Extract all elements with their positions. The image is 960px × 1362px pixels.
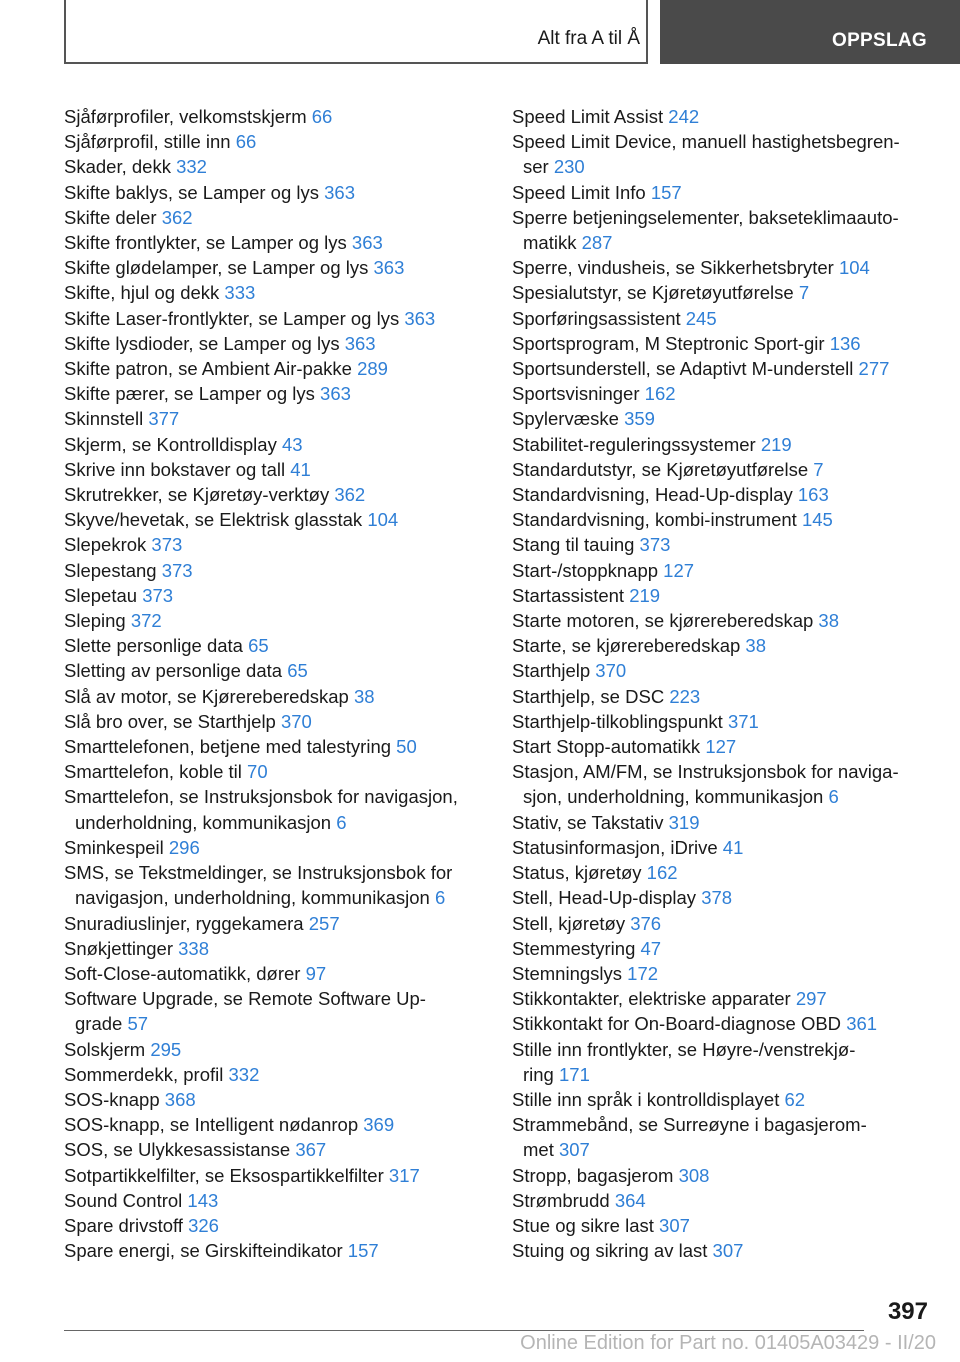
index-column-left: [64, 104, 484, 1263]
index-entry: [512, 860, 932, 885]
index-term: Skifte frontlykter, se Lamper og lys: [64, 232, 347, 254]
index-term: Skyve/hevetak, se Elektrisk glasstak: [64, 509, 363, 531]
page-reference-link[interactable]: 307: [712, 1240, 744, 1262]
index-entry: [512, 1188, 932, 1213]
index-term: Start-/stoppknapp: [512, 559, 659, 581]
index-entry: [512, 709, 932, 734]
index-term: Sjåførprofiler, velkomstskjerm: [64, 106, 307, 127]
index-entry: [512, 205, 932, 255]
page-reference-link[interactable]: 6: [828, 786, 839, 808]
page-reference-link[interactable]: 371: [727, 710, 759, 732]
index-entry: [64, 1213, 484, 1238]
page-reference-link[interactable]: 370: [595, 660, 627, 682]
index-entry: [64, 835, 484, 860]
page-reference-link[interactable]: 363: [344, 332, 376, 354]
index-term: Standardvisning, Head-Up-display: [512, 484, 793, 506]
index-entry: [512, 936, 932, 961]
index-term: Smarttelefon, se Instruksjonsbok for navigasjon, underholdning, kommunikasjon: [64, 786, 458, 833]
index-entry: [64, 129, 484, 154]
index-entry: [64, 1112, 484, 1137]
index-term: SMS, se Tekstmeldinger, se Instruksjonsbok for navigasjon, underholdning, kommunikasjon: [64, 862, 453, 909]
index-entry: [512, 986, 932, 1011]
page-reference-link[interactable]: 62: [784, 1088, 806, 1110]
page-reference-link[interactable]: 373: [151, 534, 183, 556]
index-term: Statusinformasjon, iDrive: [512, 836, 718, 858]
index-entry: [512, 331, 932, 356]
page-reference-link[interactable]: 359: [624, 408, 655, 430]
page-reference-link[interactable]: 104: [367, 509, 399, 531]
index-term: Skifte baklys, se Lamper og lys: [64, 181, 319, 203]
index-term: Status, kjøretøy: [512, 862, 642, 884]
index-term: Stabilitet-reguleringssystemer: [512, 433, 756, 455]
page-reference-link[interactable]: 369: [363, 1114, 395, 1136]
index-entry: [512, 406, 932, 431]
index-entry: [64, 1163, 484, 1188]
index-entry: [512, 104, 932, 129]
index-entry: [64, 1238, 484, 1263]
index-entry: [64, 961, 484, 986]
index-entry: [64, 986, 484, 1036]
page-reference-link[interactable]: 145: [801, 509, 833, 531]
index-entry: [512, 759, 932, 809]
index-entry: [512, 280, 932, 305]
index-term: Stell, kjøretøy: [512, 912, 626, 934]
index-entry: [512, 734, 932, 759]
index-term: Solskjerm: [64, 1038, 146, 1060]
page-reference-link[interactable]: 219: [760, 433, 792, 455]
page-reference-link[interactable]: 332: [228, 1063, 260, 1085]
index-entry: [512, 532, 932, 557]
page-reference-link[interactable]: 277: [858, 358, 890, 380]
page-reference-link[interactable]: 66: [311, 106, 333, 127]
index-entry: [512, 633, 932, 658]
index-term: Sjåførprofil, stille inn: [64, 131, 231, 153]
page-reference-link[interactable]: 373: [161, 559, 193, 581]
page-reference-link[interactable]: 70: [247, 761, 268, 783]
footer-divider: [64, 1330, 864, 1331]
page-reference-link[interactable]: 136: [829, 332, 861, 354]
page-reference-link[interactable]: 361: [846, 1013, 878, 1035]
index-entry: [512, 1163, 932, 1188]
page-reference-link[interactable]: 97: [305, 962, 327, 984]
index-term: Speed Limit Info: [512, 181, 646, 203]
index-entry: [64, 1037, 484, 1062]
page-reference-link[interactable]: 242: [668, 106, 700, 127]
index-term: Spesialutstyr, se Kjøretøyutførelse: [512, 282, 794, 304]
index-term: Starthjelp: [512, 660, 591, 682]
index-term: Skjerm, se Kontrolldisplay: [64, 433, 277, 455]
page-reference-link[interactable]: 157: [650, 181, 682, 203]
index-entry: [512, 608, 932, 633]
page-number: 397: [887, 1298, 928, 1325]
page-reference-link[interactable]: 41: [290, 458, 311, 480]
index-term: Snøkjettinger: [64, 937, 173, 959]
page-reference-link[interactable]: 332: [176, 156, 207, 178]
index-entry: [512, 482, 932, 507]
page-reference-link[interactable]: 143: [187, 1189, 219, 1211]
index-entry: [512, 432, 932, 457]
index-entry: [64, 104, 484, 129]
index-term: Stille inn språk i kontrolldisplayet: [512, 1088, 780, 1110]
index-term: Stang til tauing: [512, 534, 635, 556]
index-entry: [512, 911, 932, 936]
index-entry: [512, 306, 932, 331]
index-entry: [64, 507, 484, 532]
index-entry: [64, 482, 484, 507]
page-reference-link[interactable]: 377: [148, 408, 180, 430]
index-entry: [64, 936, 484, 961]
index-term: Sportsunderstell, se Adaptivt M-understell: [512, 358, 854, 380]
page-reference-link[interactable]: 373: [142, 584, 174, 606]
index-term: Speed Limit Device, manuell hastighetsbegren- ser: [512, 131, 900, 178]
index-term: Stell, Head-Up-display: [512, 887, 697, 909]
index-entry: [64, 280, 484, 305]
index-entry: [64, 356, 484, 381]
index-term: Stasjon, AM/FM, se Instruksjonsbok for naviga- sjon, underholdning, kommunikasjon: [512, 761, 899, 808]
page-reference-link[interactable]: 65: [248, 635, 269, 657]
page-reference-link[interactable]: 367: [295, 1139, 327, 1161]
index-term: Skifte Laser-frontlykter, se Lamper og lys: [64, 307, 400, 329]
index-entry: [64, 1137, 484, 1162]
page-reference-link[interactable]: 364: [614, 1189, 646, 1211]
page-reference-link[interactable]: 6: [434, 887, 446, 909]
page-reference-link[interactable]: 333: [224, 282, 256, 304]
page-reference-link[interactable]: 287: [581, 232, 613, 254]
index-entry: [512, 1112, 932, 1162]
page-reference-link[interactable]: 104: [838, 257, 870, 279]
index-term: Slette personlige data: [64, 635, 243, 657]
index-entry: [64, 331, 484, 356]
index-term: Skrive inn bokstaver og tall: [64, 458, 286, 480]
index-entry: [64, 911, 484, 936]
index-entry: [512, 810, 932, 835]
page-reference-link[interactable]: 362: [161, 206, 193, 228]
page-reference-link[interactable]: 308: [678, 1164, 710, 1186]
page-reference-link[interactable]: 245: [685, 307, 717, 329]
index-entry: [64, 306, 484, 331]
index-term: Stuing og sikring av last: [512, 1240, 708, 1262]
index-entry: [64, 230, 484, 255]
index-term: Standardutstyr, se Kjøretøyutførelse: [512, 458, 809, 480]
index-entry: [64, 734, 484, 759]
page-reference-link[interactable]: 373: [639, 534, 671, 556]
index-entry: [512, 583, 932, 608]
index-term: Sound Control: [64, 1189, 183, 1211]
index-entry: [64, 633, 484, 658]
index-term: Stropp, bagasjerom: [512, 1164, 674, 1186]
index-entry: [512, 558, 932, 583]
index-term: Slepestang: [64, 559, 157, 581]
page-reference-link[interactable]: 372: [130, 610, 162, 632]
page-reference-link[interactable]: 127: [705, 736, 737, 758]
index-term: Starthjelp, se DSC: [512, 685, 665, 707]
index-term: Skrutrekker, se Kjøretøy-verktøy: [64, 484, 330, 506]
page-reference-link[interactable]: 317: [388, 1164, 420, 1186]
index-entry: [512, 961, 932, 986]
index-entry: [512, 1213, 932, 1238]
section-tab[interactable]: OPPSLAG: [660, 0, 960, 64]
index-term: Sperre, vindusheis, se Sikkerhetsbryter: [512, 257, 834, 279]
index-term: Stativ, se Takstativ: [512, 811, 664, 833]
page-reference-link[interactable]: 295: [150, 1038, 182, 1060]
index-term: Skifte lysdioder, se Lamper og lys: [64, 332, 340, 354]
index-term: Skifte patron, se Ambient Air-pakke: [64, 358, 352, 380]
page-reference-link[interactable]: 57: [127, 1013, 149, 1035]
index-entry: [512, 684, 932, 709]
index-term: Sotpartikkelfilter, se Eksospartikkelfilter: [64, 1164, 384, 1186]
index-entry: [512, 255, 932, 280]
page-reference-link[interactable]: 363: [320, 383, 351, 405]
index-entry: [512, 1037, 932, 1087]
index-term: Skader, dekk: [64, 156, 171, 178]
index-entry: [64, 709, 484, 734]
index-entry: [64, 381, 484, 406]
index-term: Sperre betjeningselementer, bakseteklimaauto- matikk: [512, 206, 899, 254]
index-term: Starte, se kjørereberedskap: [512, 635, 741, 657]
page-reference-link[interactable]: 163: [797, 484, 829, 506]
index-entry: [64, 583, 484, 608]
index-entry: [512, 835, 932, 860]
index-entry: [64, 684, 484, 709]
page-reference-link[interactable]: 219: [629, 584, 661, 606]
index-term: Start Stopp-automatikk: [512, 736, 701, 758]
index-term: Slå av motor, se Kjørereberedskap: [64, 685, 349, 707]
index-term: Slå bro over, se Starthjelp: [64, 710, 276, 732]
index-term: Skinnstell: [64, 408, 144, 430]
index-term: Stikkontakter, elektriske apparater: [512, 988, 791, 1010]
index-term: Speed Limit Assist: [512, 106, 664, 127]
page-reference-link[interactable]: 127: [663, 559, 695, 581]
page-reference-link[interactable]: 307: [558, 1139, 590, 1161]
index-entry: [512, 381, 932, 406]
index-term: Sommerdekk, profil: [64, 1063, 224, 1085]
index-term: Soft-Close-automatikk, dører: [64, 962, 301, 984]
index-entry: [64, 406, 484, 431]
index-term: Strammebånd, se Surreøyne i bagasjerom- met: [512, 1114, 867, 1161]
index-term: Sminkespeil: [64, 836, 164, 858]
index-entry: [512, 1087, 932, 1112]
index-term: Smarttelefonen, betjene med talestyring: [64, 736, 392, 758]
index-term: Spare energi, se Girskifteindikator: [64, 1240, 343, 1262]
index-column-right: [512, 104, 932, 1263]
page-reference-link[interactable]: 363: [404, 307, 436, 329]
index-term: SOS, se Ulykkesassistanse: [64, 1139, 291, 1161]
index-term: Stille inn frontlykter, se Høyre-/venstrekjø- ring: [512, 1038, 856, 1085]
index-term: Sportsprogram, M Steptronic Sport-gir: [512, 332, 825, 354]
page-reference-link[interactable]: 363: [324, 181, 356, 203]
page-reference-link[interactable]: 296: [168, 836, 200, 858]
page-reference-link[interactable]: 41: [722, 836, 744, 858]
index-entry: [64, 558, 484, 583]
page-reference-link[interactable]: 368: [164, 1088, 196, 1110]
index-term: Spare drivstoff: [64, 1214, 183, 1236]
page-reference-link[interactable]: 7: [798, 282, 810, 304]
index-term: Sletting av personlige data: [64, 660, 283, 682]
index-term: Slepetau: [64, 584, 138, 606]
index-term: Stemningslys: [512, 962, 623, 984]
index-entry: [64, 608, 484, 633]
page-reference-link[interactable]: 172: [627, 962, 659, 984]
page-reference-link[interactable]: 378: [701, 887, 733, 909]
index-term: Starte motoren, se kjørereberedskap: [512, 610, 814, 632]
page-reference-link[interactable]: 257: [308, 912, 340, 934]
page-reference-link[interactable]: 363: [351, 232, 383, 254]
page-reference-link[interactable]: 171: [559, 1063, 590, 1085]
index-term: Standardvisning, kombi-instrument: [512, 509, 797, 531]
index-term: Strømbrudd: [512, 1189, 610, 1211]
index-entry: [512, 180, 932, 205]
index-term: SOS-knapp, se Intelligent nødanrop: [64, 1114, 359, 1136]
page-reference-link[interactable]: 363: [373, 257, 405, 279]
index-term: Skifte pærer, se Lamper og lys: [64, 383, 315, 405]
page-reference-link[interactable]: 230: [553, 156, 585, 178]
page-reference-link[interactable]: 38: [818, 610, 839, 632]
index-entry: [64, 1188, 484, 1213]
index-term: Skifte glødelamper, se Lamper og lys: [64, 257, 369, 279]
index-term: Sportsvisninger: [512, 383, 640, 405]
index-term: Startassistent: [512, 584, 625, 606]
page-reference-link[interactable]: 326: [188, 1214, 219, 1236]
page-reference-link[interactable]: 319: [668, 811, 700, 833]
page-reference-link[interactable]: 370: [280, 710, 312, 732]
index-term: Stemmestyring: [512, 937, 636, 959]
index-entry: [64, 1087, 484, 1112]
edition-footer: Online Edition for Part no. 01405A03429 - II/20: [520, 1332, 936, 1354]
index-term: Smarttelefon, koble til: [64, 761, 242, 783]
index-entry: [64, 255, 484, 280]
page-reference-link[interactable]: 338: [178, 937, 210, 959]
page-reference-link[interactable]: 65: [287, 660, 308, 682]
page-reference-link[interactable]: 38: [353, 685, 375, 707]
index-entry: [64, 180, 484, 205]
page-reference-link[interactable]: 38: [745, 635, 766, 657]
index-entry: [512, 129, 932, 179]
index-term: Software Upgrade, se Remote Software Up- grade: [64, 988, 426, 1035]
page-reference-link[interactable]: 157: [347, 1240, 379, 1262]
index-term: Stikkontakt for On-Board-diagnose OBD: [512, 1013, 842, 1035]
index-term: Skifte, hjul og dekk: [64, 282, 220, 304]
index-term: Snuradiuslinjer, ryggekamera: [64, 912, 304, 934]
page-reference-link[interactable]: 297: [795, 988, 827, 1010]
index-entry: [512, 885, 932, 910]
index-entry: [512, 356, 932, 381]
page-reference-link[interactable]: 362: [334, 484, 366, 506]
index-term: Starthjelp-tilkoblingspunkt: [512, 710, 723, 732]
page-reference-link[interactable]: 66: [235, 131, 257, 153]
page-reference-link[interactable]: 50: [396, 736, 417, 758]
index-entry: [64, 658, 484, 683]
index-entry: [512, 457, 932, 482]
index-entry: [512, 1238, 932, 1263]
section-title: Alt fra A til Å: [537, 28, 640, 49]
index-term: SOS-knapp: [64, 1088, 160, 1110]
index-entry: [64, 860, 484, 910]
index-entry: [64, 759, 484, 784]
index-term: Sporføringsassistent: [512, 307, 681, 329]
index-entry: [64, 532, 484, 557]
index-term: Skifte deler: [64, 206, 157, 228]
page-reference-link[interactable]: 47: [640, 937, 662, 959]
index-entry: [512, 658, 932, 683]
page-reference-link[interactable]: 223: [669, 685, 701, 707]
index-entry: [512, 507, 932, 532]
page-reference-link[interactable]: 162: [646, 862, 678, 884]
index-entry: [64, 457, 484, 482]
page-reference-link[interactable]: 307: [659, 1214, 690, 1236]
index-entry: [64, 154, 484, 179]
index-term: Sleping: [64, 610, 126, 632]
index-entry: [64, 205, 484, 230]
page-reference-link[interactable]: 289: [357, 358, 388, 380]
index-term: Slepekrok: [64, 534, 147, 556]
index-entry: [64, 1062, 484, 1087]
page-reference-link[interactable]: 7: [813, 458, 824, 480]
index-term: Stue og sikre last: [512, 1214, 654, 1236]
index-term: Spylervæske: [512, 408, 619, 430]
page-reference-link[interactable]: 43: [281, 433, 303, 455]
index-entry: [64, 784, 484, 834]
page-reference-link[interactable]: 162: [644, 383, 676, 405]
page-reference-link[interactable]: 6: [336, 811, 347, 833]
page-reference-link[interactable]: 376: [630, 912, 662, 934]
index-entry: [64, 432, 484, 457]
index-entry: [512, 1011, 932, 1036]
